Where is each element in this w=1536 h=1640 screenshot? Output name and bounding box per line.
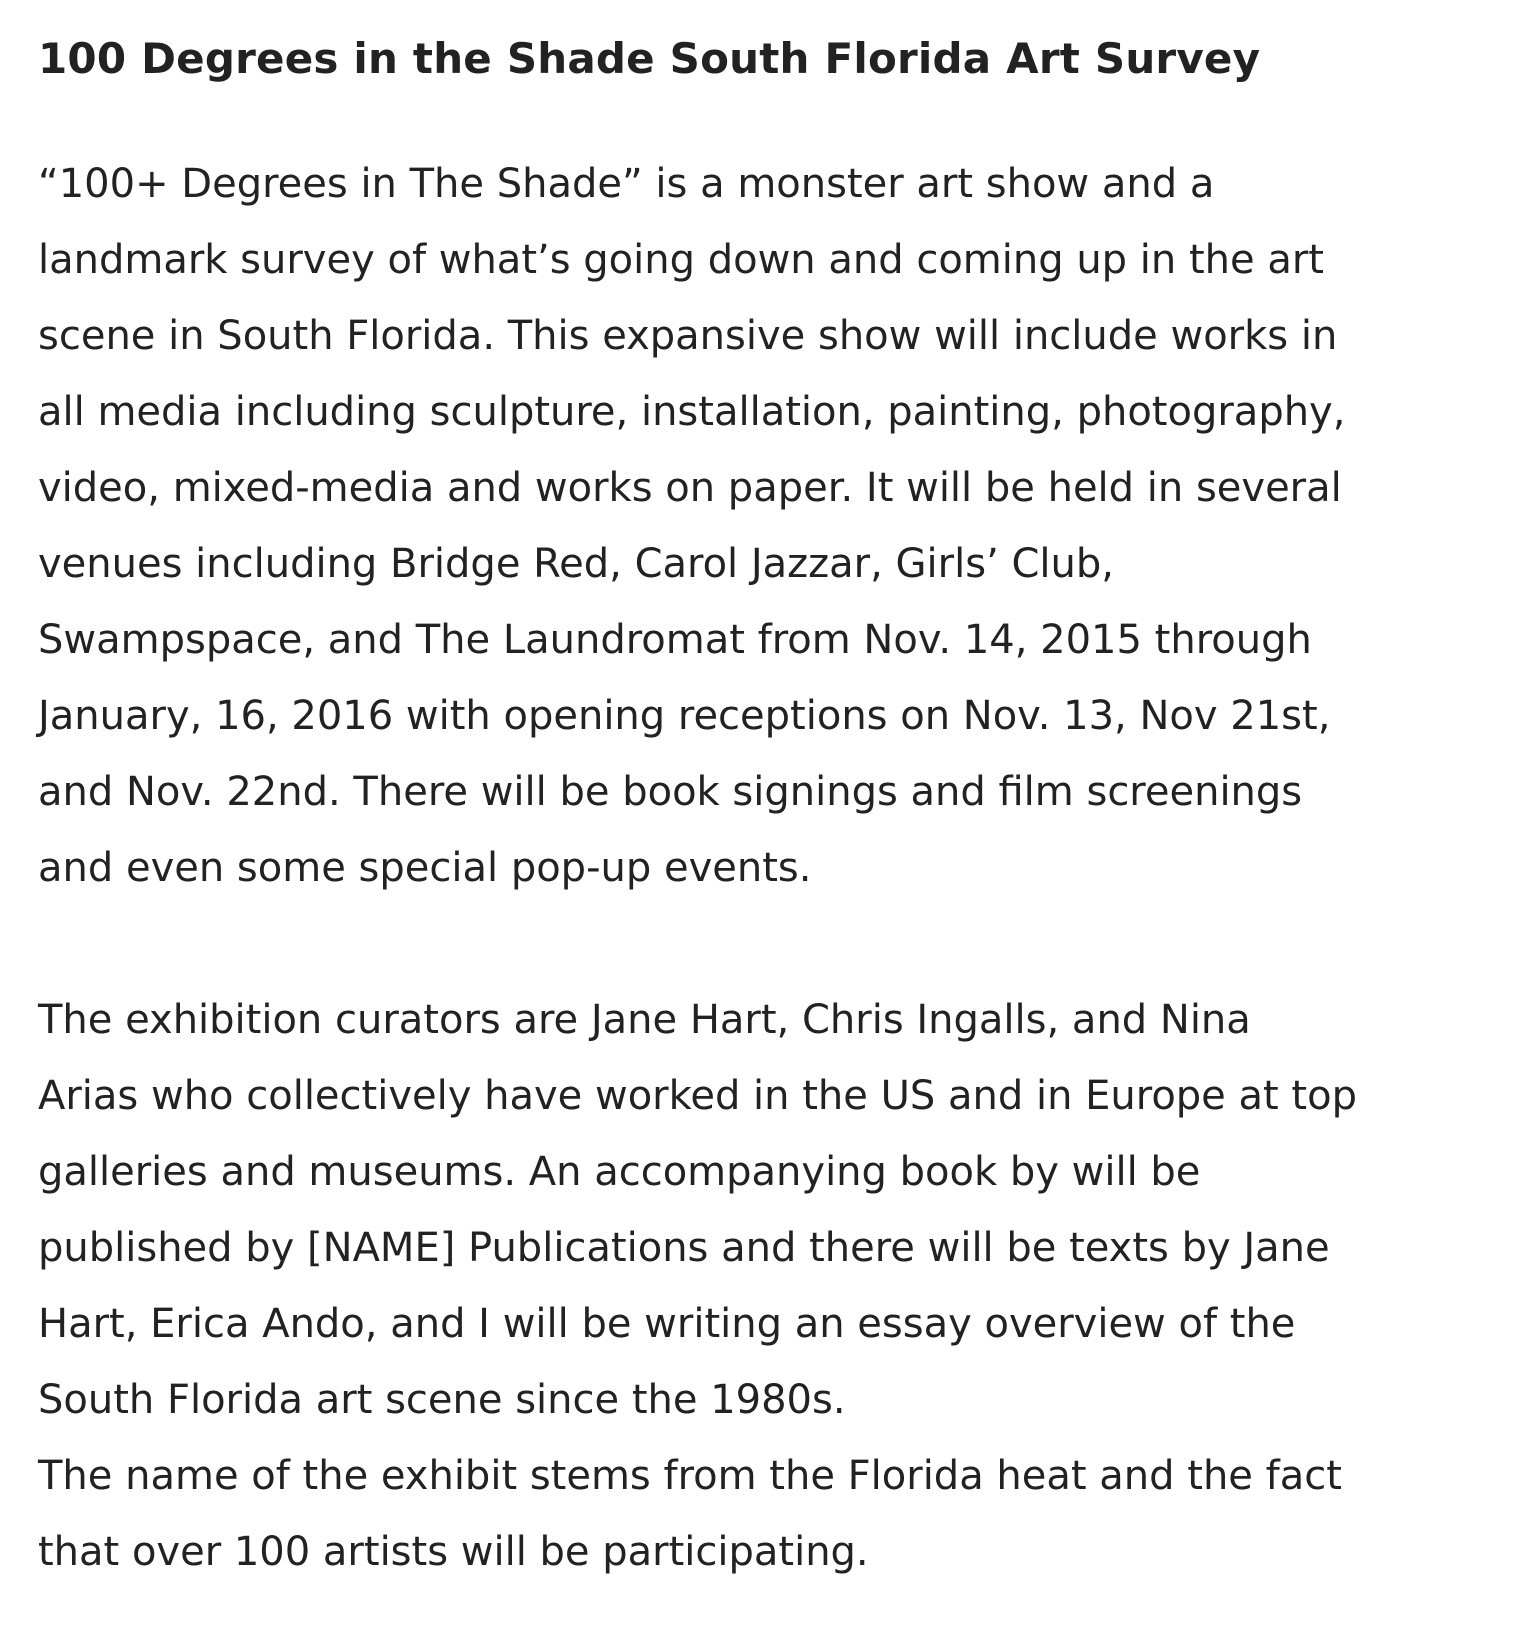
text-line: galleries and museums. An accompanying book by will be [38, 1149, 1201, 1195]
paragraph-intro [38, 146, 1518, 906]
article-title: 100 Degrees in the Shade South Florida Art Survey [38, 34, 1261, 83]
text-line: The exhibition curators are Jane Hart, Chris Ingalls, and Nina [38, 997, 1251, 1043]
article [38, 0, 1518, 1590]
text-line: landmark survey of what’s going down and coming up in the art [38, 237, 1324, 283]
text-line: all media including sculpture, installation, painting, photography, [38, 389, 1346, 435]
text-line: Swampspace, and The Laundromat from Nov. 14, 2015 through [38, 617, 1312, 663]
text-line: video, mixed-media and works on paper. It will be held in several [38, 465, 1342, 511]
text-line: that over 100 artists will be participating. [38, 1529, 869, 1575]
text-line: “100+ Degrees in The Shade” is a monster art show and a [38, 161, 1215, 207]
text-line: Arias who collectively have worked in the US and in Europe at top [38, 1073, 1357, 1119]
text-line: and even some special pop-up events. [38, 845, 812, 891]
text-line: and Nov. 22nd. There will be book signings and film screenings [38, 769, 1303, 815]
text-line: published by [NAME] Publications and there will be texts by Jane [38, 1225, 1330, 1271]
text-line: January, 16, 2016 with opening receptions on Nov. 13, Nov 21st, [38, 693, 1331, 739]
text-line: The name of the exhibit stems from the Florida heat and the fact [38, 1453, 1342, 1499]
paragraph-name-origin [38, 1438, 1518, 1590]
text-line: scene in South Florida. This expansive show will include works in [38, 313, 1338, 359]
text-line: venues including Bridge Red, Carol Jazzar, Girls’ Club, [38, 541, 1114, 587]
paragraph-curators [38, 982, 1518, 1438]
text-line: Hart, Erica Ando, and I will be writing an essay overview of the [38, 1301, 1296, 1347]
text-line: South Florida art scene since the 1980s. [38, 1377, 846, 1423]
